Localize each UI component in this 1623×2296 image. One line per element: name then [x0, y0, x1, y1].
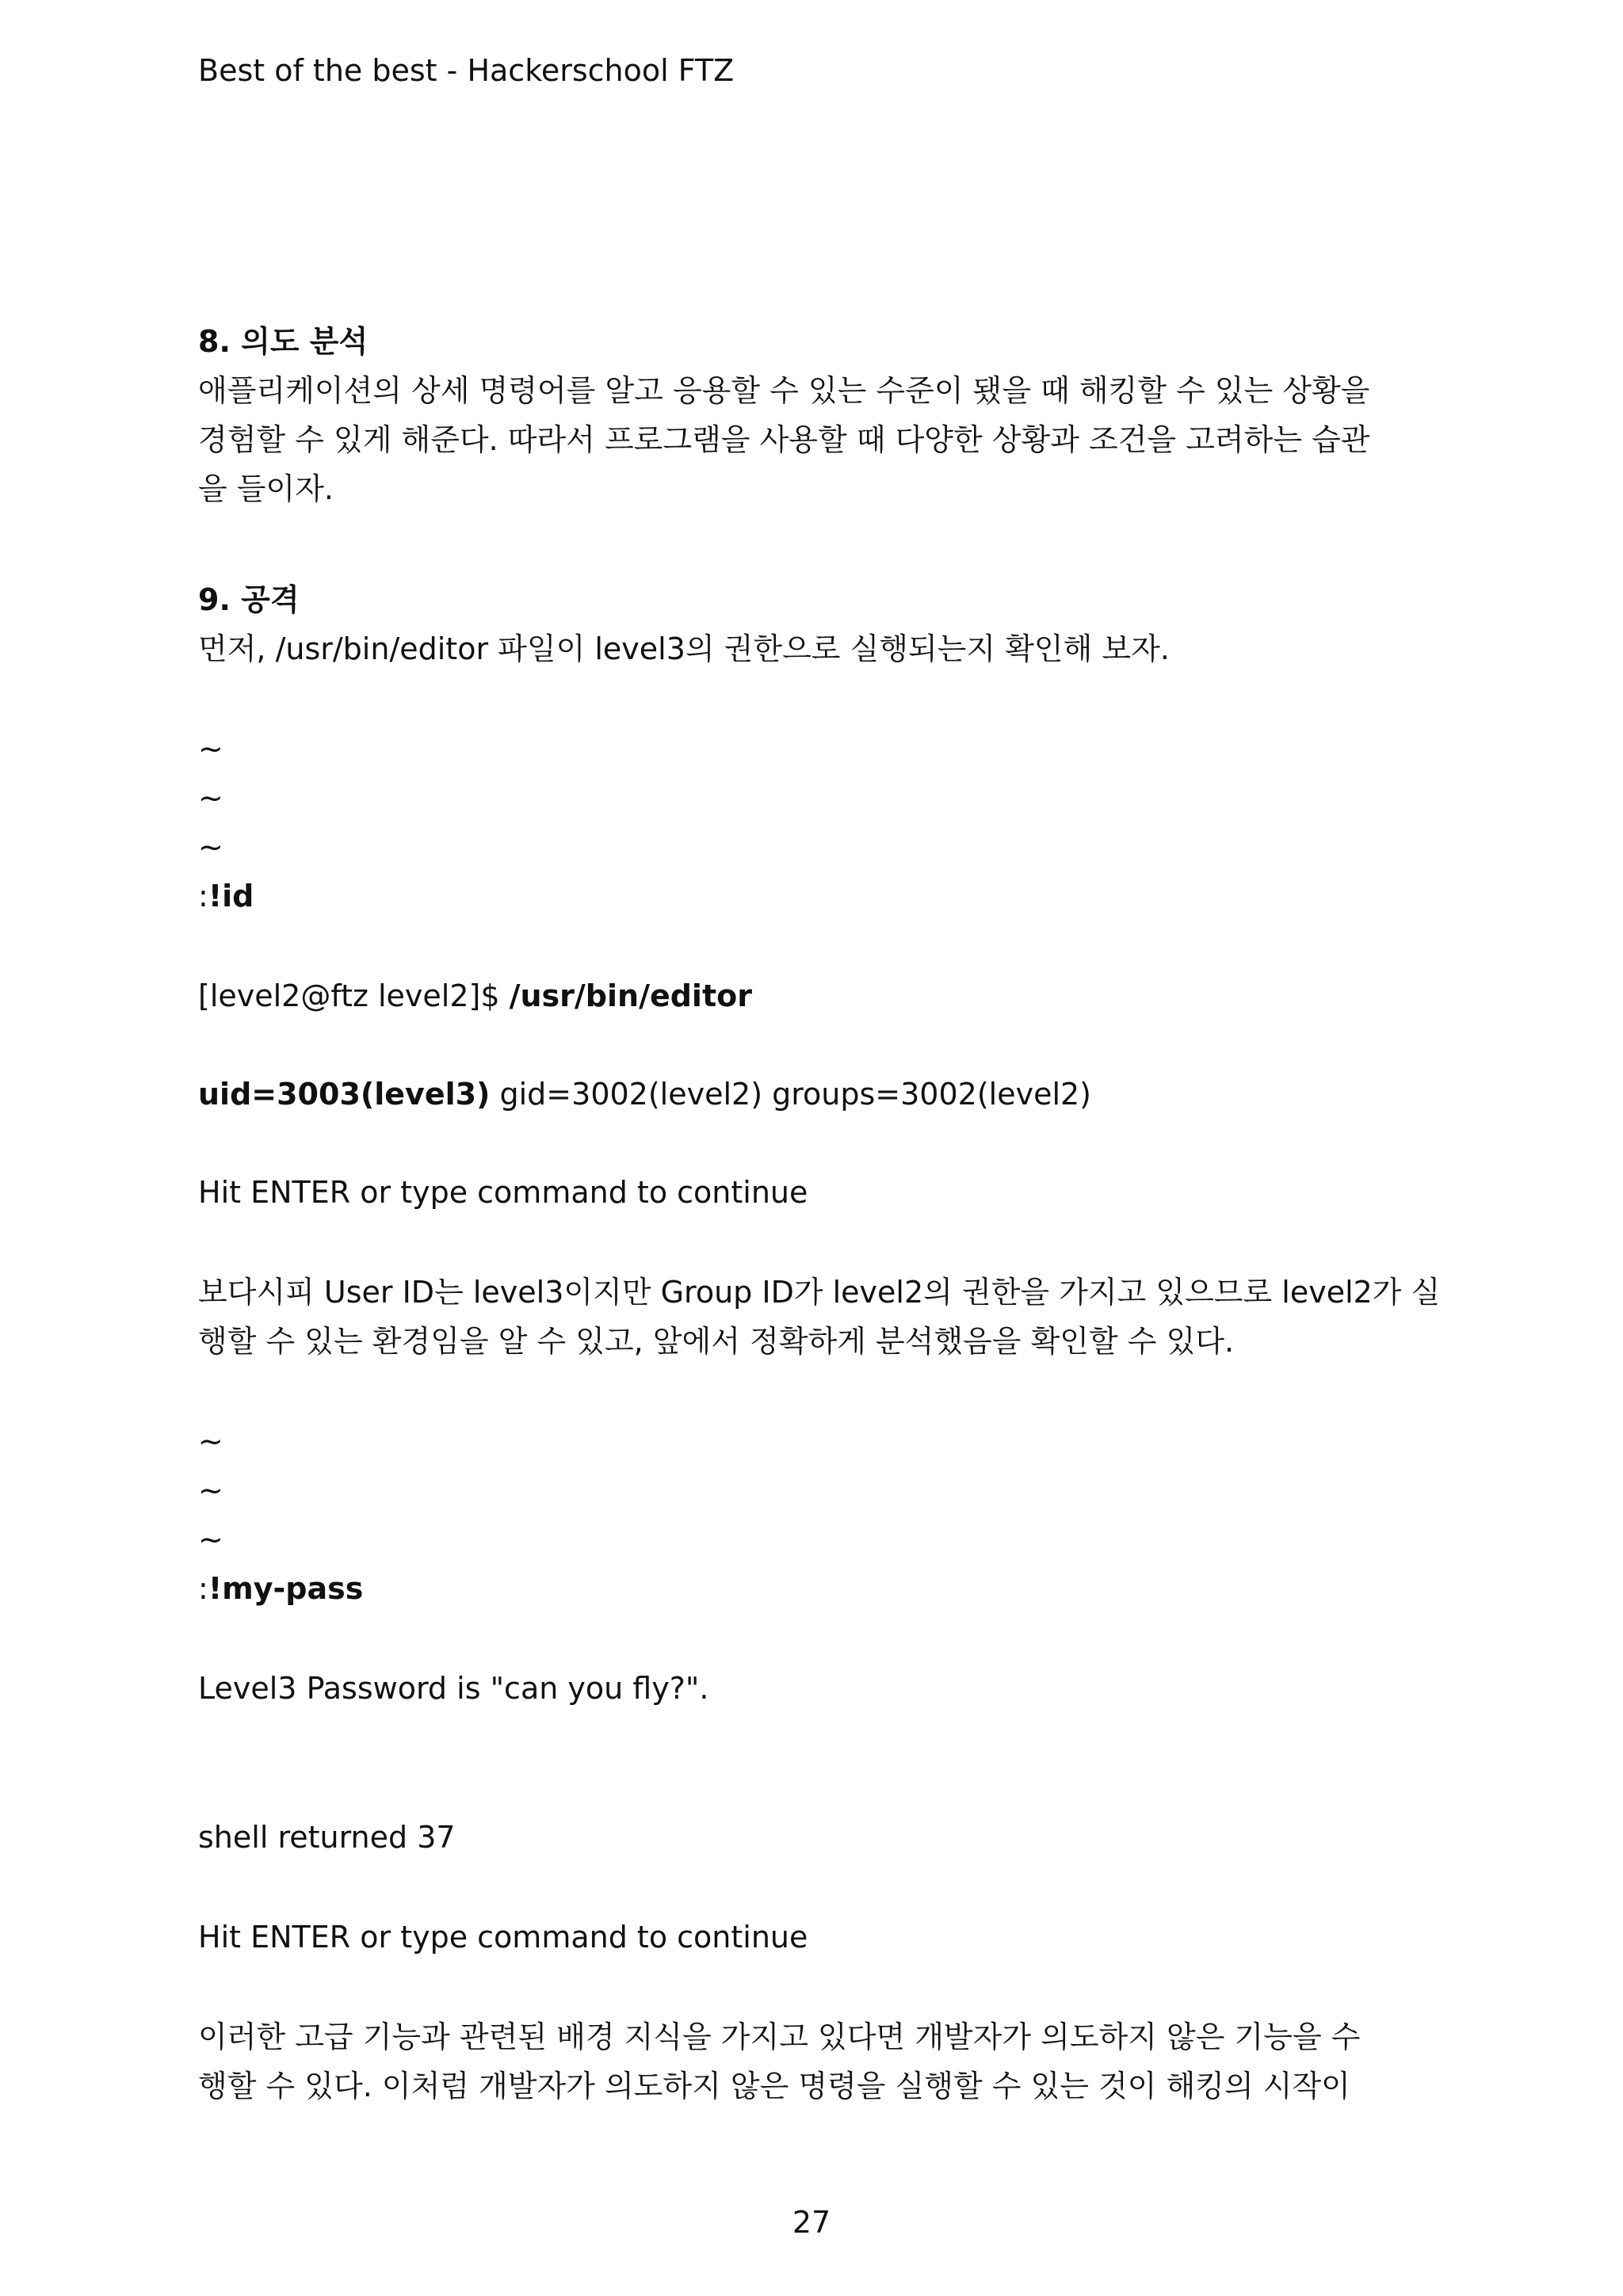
running-header: Best of the best - Hackerschool FTZ: [198, 53, 735, 88]
command-colon: :: [198, 879, 208, 913]
command-my-pass: !my-pass: [208, 1571, 364, 1606]
hit-enter-message: Hit ENTER or type command to continue: [198, 1175, 808, 1210]
explain-1-line-1: 보다시피 User ID는 level3이지만 Group ID가 level2의 권한을 가지고 있으므로 level2가 실: [198, 1275, 1441, 1310]
shell-prompt: [level2@ftz level2]$: [198, 978, 510, 1013]
id-output-line: [198, 1070, 1434, 1119]
section-9-intro: 먼저, /usr/bin/editor 파일이 level3의 권한으로 실행되는지 확인해 보자.: [198, 631, 1170, 666]
explain-2-line-2: 행할 수 있다. 이처럼 개발자가 의도하지 않은 명령을 실행할 수 있는 것이 해킹의 시작이: [198, 2069, 1350, 2103]
gid-groups-value: gid=3002(level2) groups=3002(level2): [490, 1077, 1092, 1112]
vi-tilde-line: ~: [198, 731, 223, 766]
password-output: Level3 Password is "can you fly?".: [198, 1671, 709, 1706]
command-id: !id: [208, 879, 254, 913]
vi-tilde-line: ~: [198, 830, 223, 864]
section-8-heading: 8. 의도 분석: [198, 324, 369, 359]
section-8-line-1: 애플리케이션의 상세 명령어를 알고 응용할 수 있는 수준이 됐을 때 해킹할 수 있는 상황을: [198, 373, 1370, 408]
section-9-heading: 9. 공격: [198, 582, 300, 617]
shell-prompt-line: [198, 971, 1434, 1020]
vi-command-line: [198, 1564, 1434, 1613]
command-colon: :: [198, 1571, 208, 1606]
explain-1-line-2: 행할 수 있는 환경임을 알 수 있고, 앞에서 정확하게 분석했음을 확인할 수 있다.: [198, 1324, 1235, 1359]
uid-value: uid=3003(level3): [198, 1077, 491, 1112]
prompt-command: /usr/bin/editor: [509, 978, 752, 1013]
hit-enter-message: Hit ENTER or type command to continue: [198, 1920, 808, 1955]
explain-2-line-1: 이러한 고급 기능과 관련된 배경 지식을 가지고 있다면 개발자가 의도하지 않은 기능을 수: [198, 2019, 1361, 2054]
vi-tilde-line: ~: [198, 1473, 223, 1508]
shell-returned-message: shell returned 37: [198, 1820, 456, 1855]
vi-tilde-line: ~: [198, 1424, 223, 1459]
page-number: 27: [792, 2205, 831, 2240]
vi-tilde-line: ~: [198, 1522, 223, 1557]
vi-tilde-line: ~: [198, 780, 223, 815]
vi-command-line: [198, 871, 1434, 921]
section-8-line-2: 경험할 수 있게 해준다. 따라서 프로그램을 사용할 때 다양한 상황과 조건을 고려하는 습관: [198, 422, 1370, 457]
section-8-line-3: 을 들이자.: [198, 471, 334, 506]
